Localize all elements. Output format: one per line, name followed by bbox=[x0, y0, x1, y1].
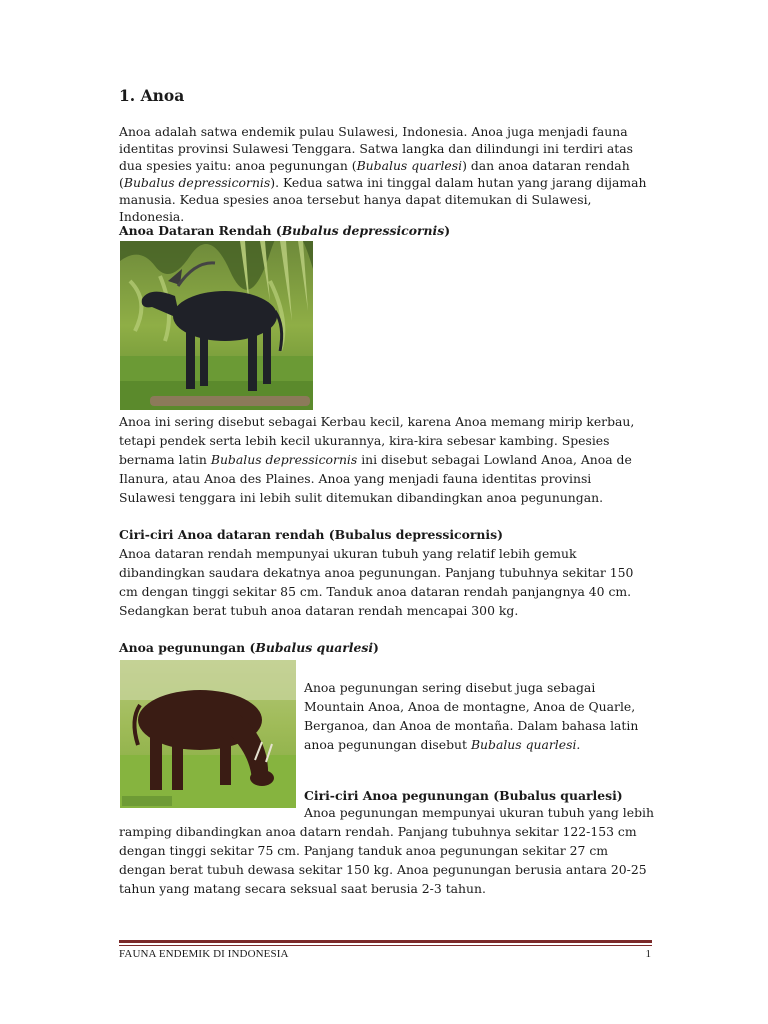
intro-text: ) dan anoa dataran rendah ( bbox=[119, 158, 630, 190]
lowland-anoa-photo bbox=[120, 241, 313, 410]
intro-italic-quarlesi: Bubalus quarlesi bbox=[356, 158, 463, 173]
intro-text: ). Kedua satwa ini tinggal dalam hutan yang jarang dijamah manusia. Kedua spesies anoa tersebut hanya dapat ditemukan di Sulawesi, Indonesia. bbox=[119, 175, 647, 224]
mountain-description-text: Anoa pegunungan sering disebut juga sebagai Mountain Anoa, Anoa de montagne, Anoa de Quarle, Berganoa, dan Anoa de montaña. Dalam bahasa latin anoa pegunungan disebut bbox=[304, 680, 639, 752]
footer-title: FAUNA ENDEMIK DI INDONESIA bbox=[119, 948, 289, 960]
mountain-anoa-photo bbox=[120, 660, 296, 808]
footer-rule-thin bbox=[119, 945, 652, 946]
mountain-traits-first-line: Anoa pegunungan mempunyai ukuran tubuh yang lebih bbox=[304, 805, 654, 820]
lowland-description bbox=[119, 412, 651, 507]
lowland-traits-paragraph: Anoa dataran rendah mempunyai ukuran tubuh yang relatif lebih gemuk dibandingkan saudara dekatnya anoa pegunungan. Panjang tubuhnya sekitar 150 cm dengan tinggi sekitar 85 cm. Tanduk anoa dataran rendah panjangnya 40 cm. Sedangkan berat tubuh anoa dataran rendah mencapai 300 kg. bbox=[119, 546, 634, 618]
intro-text: Anoa adalah satwa endemik pulau Sulawesi, Indonesia. Anoa juga menjadi fauna identitas provinsi Sulawesi Tenggara. Satwa langka dan dilindungi ini terdiri atas dua spesies yaitu: anoa pegunungan ( bbox=[119, 124, 633, 173]
mountain-heading-text: ) bbox=[373, 640, 379, 655]
lowland-traits-heading: Ciri-ciri Anoa dataran rendah (Bubalus depressicornis) bbox=[119, 527, 503, 542]
lowland-description-italic: Bubalus depressicornis bbox=[210, 452, 358, 467]
mountain-traits-heading: Ciri-ciri Anoa pegunungan (Bubalus quarlesi) bbox=[304, 788, 623, 803]
intro-italic-depressicornis: Bubalus depressicornis bbox=[123, 175, 271, 190]
mountain-heading-text: Anoa pegunungan ( bbox=[119, 640, 256, 655]
mountain-heading bbox=[119, 640, 379, 655]
footer-rule-thick bbox=[119, 940, 652, 943]
lowland-description-text: ini disebut sebagai Lowland Anoa, Anoa de Ilanura, atau Anoa des Plaines. Anoa yang menjadi fauna identitas provinsi Sulawesi tenggara ini lebih sulit ditemukan dibandingkan anoa pegunungan. bbox=[119, 452, 632, 505]
mountain-description bbox=[304, 678, 654, 754]
mountain-description-italic: Bubalus quarlesi. bbox=[470, 737, 581, 752]
mountain-heading-italic: Bubalus quarlesi bbox=[255, 640, 374, 655]
intro-paragraph bbox=[119, 123, 651, 225]
lowland-heading-text: Anoa Dataran Rendah ( bbox=[119, 223, 282, 238]
lowland-heading-text: ) bbox=[444, 223, 451, 238]
page-title: 1. Anoa bbox=[119, 86, 185, 105]
lowland-heading bbox=[119, 223, 450, 238]
lowland-heading-italic: Bubalus depressicornis bbox=[281, 223, 445, 238]
mountain-traits-paragraph: ramping dibandingkan anoa datarn rendah. Panjang tubuhnya sekitar 122-153 cm dengan tinggi sekitar 75 cm. Panjang tanduk anoa pegunungan sekitar 27 cm dengan berat tubuh dewasa sekitar 150 kg. Anoa pegunungan berusia antara 20-25 tahun yang matang secara seksual saat berusia 2-3 tahun. bbox=[119, 824, 647, 896]
lowland-description-text: Anoa ini sering disebut sebagai Kerbau kecil, karena Anoa memang mirip kerbau, tetapi pendek serta lebih kecil ukurannya, kira-kira sebesar kambing. Spesies bernama latin bbox=[119, 414, 635, 467]
page-number: 1 bbox=[645, 948, 651, 960]
